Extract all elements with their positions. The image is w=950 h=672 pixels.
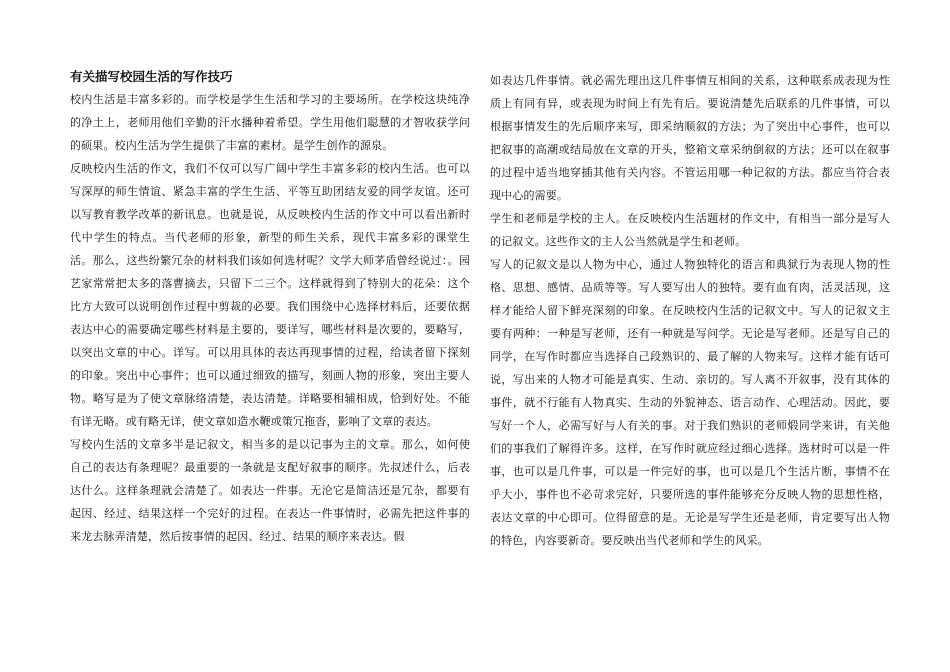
document-title: 有关描写校园生活的写作技巧: [70, 69, 233, 84]
left-column: [70, 68, 470, 548]
paragraph-material-selection: 反映校内生活的作文，我们不仅可以写广阔中学生丰富多彩的校内生活。也可以写深厚的师生情谊、紧急丰富的学生生活、平等互助团结友爱的同学友谊。还可以写教育教学改革的新讯息。也就是说，从反映校内生活的作文中可以看出新时代中学生的特点。当代老师的形象，新型的师生关系，现代丰富多彩的课堂生活。那么，这些纷繁冗杂的材料我们该如何选材呢？文学大师茅盾曾经说过：。园艺家常常把太多的落曹摘去，只留下二三个。这样就得到了特别大的花朵：这个比方大致可以说明创作过程中剪裁的必要。我们围绕中心选择材料后，还要依据表达中心的需要确定哪些材料是主要的，要详写，哪些材料是次要的，要略写，以突出文章的中心。详写。可以用具体的表达再现事情的过程，给读者留下探刻的印象。突出中心事件；也可以通过细致的描写，刻画人物的形象，突出主要人物。略写是为了使文章脉络清楚，表达清楚。详略要相辅相成，恰到好处。不能有详无略。或有略无详，使文章如造水鞭或策冗拖沓，影响了文章的表达。: [70, 162, 470, 428]
paragraph-intro: 校内生活是丰富多彩的。而学校是学生生活和学习的主要场所。在学校这块纯净的净土上，老师用他们辛勤的汗水播种着希望。学生用他们聪慧的才智收获学问的硕果。校内生活为学生提供了丰富的素材。是学生创作的源泉。: [70, 93, 470, 152]
paragraph-teachers-students: 学生和老师是学校的主人。在反映校内生活题材的作文中，有相当一部分是写人的记叙文。这些作文的主人公当然就是学生和老师。: [490, 212, 890, 248]
right-column: [490, 69, 890, 552]
paragraph-narrative-order-continued: 如表达几件事情。就必需先理出这几件事情互相间的关系，这种联系成表现为性质上有同有异，或表现为时间上有先有后。要说清楚先后联系的几件事情，可以根据事情发生的先后顺序来写，即采纳顺叙的方法；为了突出中心事件，也可以把叙事的高潮或结局放在文章的开头，整箱文章采纳倒叙的方法；还可以在叙事的过程中适当地穿插其他有关内容。不管运用哪一种记叙的方法。都应当符合表现中心的需要。: [490, 74, 890, 202]
paragraph-narrative-order: 写校内生活的文章多半是记叙文，相当多的是以记事为主的文章。那么，如何使自己的表达有条理呢？最重要的一条就是支配好叙事的顺序。先叔述什么，后表达什么。这样条理就会清楚了。如表达一件事。无沦它是简洁还是冗杂，都要有起因、经过、结果这样一个完好的过程。在表达一件事情时，必需先把这件事的来龙去脉弄清楚，然后按事情的起因、经过、结果的顺序来表达。假: [70, 438, 470, 543]
paragraph-writing-people: 写人的记叙文是以人物为中心，通过人物独特化的语言和典狱行为表现人物的性格、思想、感情、品质等等。写人要写出人的独特。要有血有肉，活灵活现，这样才能给人留下鲜亮深刻的印象。在反映校内生活的记叙文中。写人的记叙文主要有两种：一种是写老师，还有一种就是写问学。无论是写老师。还是写自己的同学，在写作时都应当选择自己段熟识的、最了解的人物来写。这样才能有话可说，写出来的人物才可能是真实、生动、亲切的。写人离不开叙事，没有其体的事件，就不行能有人物真实、生动的外貌神态、语言动作、心理活动。因此，要写好一个人，必需写好与人有关的事。对于我们熟识的老师煅同学来讲，有关他们的事我们了解得许多。这样，在写作时就应经过细心选择。选材时可以是一件事，也可以是几件事，可以是一件完好的事，也可以是几个生活片断，事情不在乎大小，事件也不必苛求完好，只要所选的事件能够充分反映人物的思想性格，表达文章的中心即可。位得留意的是。无论是写学生还是老师，肯定要写出人物的特色，内容要新奇。要反映出当代老师和学生的风采。: [490, 258, 890, 547]
